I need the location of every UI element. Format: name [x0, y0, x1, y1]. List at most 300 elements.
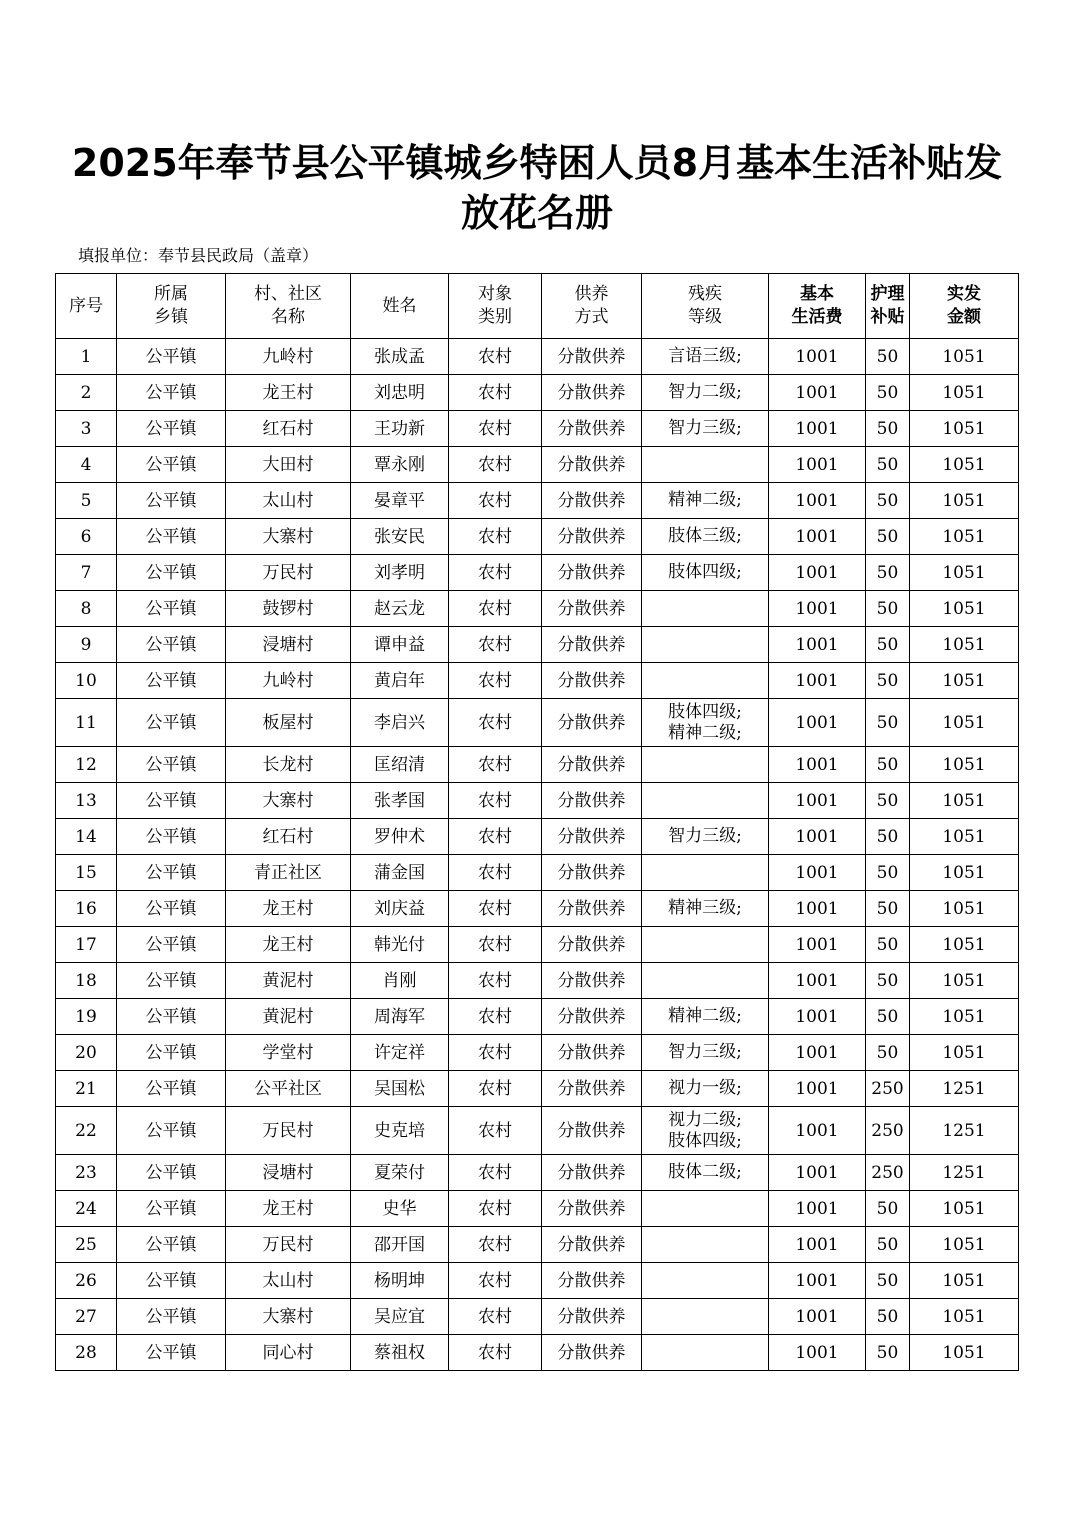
cell-village: 大寨村	[226, 519, 351, 555]
cell-town: 公平镇	[117, 1107, 226, 1155]
table-row	[56, 1155, 1019, 1191]
cell-name: 蔡祖权	[351, 1335, 449, 1371]
cell-disability	[642, 783, 769, 819]
cell-town: 公平镇	[117, 927, 226, 963]
cell-total: 1051	[910, 819, 1019, 855]
cell-care: 50	[866, 375, 910, 411]
disability-level: 肢体四级;	[668, 562, 742, 582]
header-mode: 供养 方式	[542, 274, 642, 339]
cell-no: 3	[56, 411, 117, 447]
cell-mode: 分散供养	[542, 963, 642, 999]
roster-body	[56, 339, 1019, 1371]
cell-village: 浸塘村	[226, 627, 351, 663]
cell-disability	[642, 1071, 769, 1107]
cell-name: 张安民	[351, 519, 449, 555]
disability-level: 肢体三级;	[668, 526, 742, 546]
cell-name: 李启兴	[351, 699, 449, 747]
cell-name: 张孝国	[351, 783, 449, 819]
cell-name: 谭申益	[351, 627, 449, 663]
roster-table	[55, 273, 1019, 1371]
cell-basic: 1001	[769, 1071, 866, 1107]
cell-total: 1051	[910, 447, 1019, 483]
cell-disability	[642, 891, 769, 927]
cell-basic: 1001	[769, 699, 866, 747]
header-name: 姓名	[351, 274, 449, 339]
cell-village: 九岭村	[226, 339, 351, 375]
disability-level: 精神二级;	[668, 1006, 742, 1026]
cell-name: 张成孟	[351, 339, 449, 375]
table-row	[56, 783, 1019, 819]
cell-town: 公平镇	[117, 519, 226, 555]
table-row	[56, 447, 1019, 483]
disability-level: 肢体二级;	[668, 1162, 742, 1182]
cell-disability	[642, 819, 769, 855]
cell-village: 龙王村	[226, 1191, 351, 1227]
cell-town: 公平镇	[117, 819, 226, 855]
disability-level: 智力二级;	[668, 382, 742, 402]
cell-mode: 分散供养	[542, 1299, 642, 1335]
cell-type: 农村	[449, 747, 542, 783]
cell-basic: 1001	[769, 855, 866, 891]
cell-care: 50	[866, 1191, 910, 1227]
cell-disability	[642, 591, 769, 627]
cell-village: 公平社区	[226, 1071, 351, 1107]
cell-mode: 分散供养	[542, 1035, 642, 1071]
cell-town: 公平镇	[117, 663, 226, 699]
cell-no: 5	[56, 483, 117, 519]
cell-village: 太山村	[226, 1263, 351, 1299]
cell-total: 1051	[910, 699, 1019, 747]
cell-total: 1051	[910, 1263, 1019, 1299]
cell-type: 农村	[449, 447, 542, 483]
cell-basic: 1001	[769, 447, 866, 483]
cell-care: 50	[866, 339, 910, 375]
cell-basic: 1001	[769, 999, 866, 1035]
cell-type: 农村	[449, 555, 542, 591]
cell-village: 龙王村	[226, 927, 351, 963]
cell-type: 农村	[449, 519, 542, 555]
cell-care: 50	[866, 447, 910, 483]
cell-mode: 分散供养	[542, 855, 642, 891]
cell-mode: 分散供养	[542, 891, 642, 927]
cell-basic: 1001	[769, 411, 866, 447]
cell-disability	[642, 519, 769, 555]
cell-town: 公平镇	[117, 627, 226, 663]
cell-no: 21	[56, 1071, 117, 1107]
header-care: 护理 补贴	[866, 274, 910, 339]
cell-village: 板屋村	[226, 699, 351, 747]
reporting-unit: 填报单位：奉节县民政局（盖章）	[78, 246, 319, 265]
cell-no: 19	[56, 999, 117, 1035]
cell-no: 15	[56, 855, 117, 891]
cell-no: 4	[56, 447, 117, 483]
cell-care: 50	[866, 555, 910, 591]
cell-basic: 1001	[769, 1299, 866, 1335]
cell-name: 王功新	[351, 411, 449, 447]
cell-basic: 1001	[769, 783, 866, 819]
cell-care: 50	[866, 627, 910, 663]
cell-mode: 分散供养	[542, 1263, 642, 1299]
cell-type: 农村	[449, 1191, 542, 1227]
cell-village: 学堂村	[226, 1035, 351, 1071]
table-row	[56, 1107, 1019, 1155]
table-row	[56, 1071, 1019, 1107]
cell-total: 1251	[910, 1155, 1019, 1191]
cell-name: 吴国松	[351, 1071, 449, 1107]
cell-mode: 分散供养	[542, 375, 642, 411]
cell-mode: 分散供养	[542, 927, 642, 963]
cell-type: 农村	[449, 963, 542, 999]
cell-town: 公平镇	[117, 1071, 226, 1107]
cell-disability	[642, 1155, 769, 1191]
cell-no: 17	[56, 927, 117, 963]
cell-village: 红石村	[226, 411, 351, 447]
cell-disability	[642, 411, 769, 447]
table-row	[56, 699, 1019, 747]
table-row	[56, 1335, 1019, 1371]
cell-mode: 分散供养	[542, 483, 642, 519]
cell-disability	[642, 963, 769, 999]
cell-type: 农村	[449, 339, 542, 375]
cell-disability	[642, 1299, 769, 1335]
cell-type: 农村	[449, 663, 542, 699]
cell-type: 农村	[449, 1035, 542, 1071]
cell-disability	[642, 999, 769, 1035]
cell-disability	[642, 663, 769, 699]
cell-no: 23	[56, 1155, 117, 1191]
cell-total: 1051	[910, 375, 1019, 411]
cell-town: 公平镇	[117, 1299, 226, 1335]
cell-total: 1051	[910, 783, 1019, 819]
cell-town: 公平镇	[117, 411, 226, 447]
cell-disability	[642, 699, 769, 747]
cell-no: 14	[56, 819, 117, 855]
cell-mode: 分散供养	[542, 699, 642, 747]
cell-town: 公平镇	[117, 591, 226, 627]
cell-type: 农村	[449, 1263, 542, 1299]
cell-type: 农村	[449, 1335, 542, 1371]
cell-no: 13	[56, 783, 117, 819]
table-row	[56, 1035, 1019, 1071]
cell-name: 史华	[351, 1191, 449, 1227]
cell-no: 28	[56, 1335, 117, 1371]
cell-basic: 1001	[769, 483, 866, 519]
cell-total: 1251	[910, 1071, 1019, 1107]
disability-level: 精神二级;	[668, 722, 742, 743]
table-row	[56, 519, 1019, 555]
cell-mode: 分散供养	[542, 1071, 642, 1107]
cell-name: 夏荣付	[351, 1155, 449, 1191]
cell-disability	[642, 1335, 769, 1371]
cell-name: 刘庆益	[351, 891, 449, 927]
cell-care: 50	[866, 1263, 910, 1299]
table-row	[56, 483, 1019, 519]
cell-village: 黄泥村	[226, 963, 351, 999]
cell-care: 50	[866, 783, 910, 819]
cell-village: 红石村	[226, 819, 351, 855]
cell-type: 农村	[449, 1299, 542, 1335]
cell-disability	[642, 1107, 769, 1155]
cell-town: 公平镇	[117, 999, 226, 1035]
cell-village: 万民村	[226, 1107, 351, 1155]
disability-level: 智力三级;	[668, 1042, 742, 1062]
cell-no: 6	[56, 519, 117, 555]
cell-village: 九岭村	[226, 663, 351, 699]
cell-total: 1251	[910, 1107, 1019, 1155]
cell-total: 1051	[910, 555, 1019, 591]
table-row	[56, 963, 1019, 999]
cell-mode: 分散供养	[542, 783, 642, 819]
header-village: 村、社区 名称	[226, 274, 351, 339]
cell-name: 肖刚	[351, 963, 449, 999]
cell-type: 农村	[449, 1071, 542, 1107]
cell-basic: 1001	[769, 1227, 866, 1263]
cell-care: 50	[866, 891, 910, 927]
cell-mode: 分散供养	[542, 591, 642, 627]
cell-village: 大寨村	[226, 1299, 351, 1335]
cell-town: 公平镇	[117, 891, 226, 927]
cell-basic: 1001	[769, 519, 866, 555]
disability-level: 智力三级;	[668, 826, 742, 846]
cell-no: 10	[56, 663, 117, 699]
cell-village: 同心村	[226, 1335, 351, 1371]
cell-total: 1051	[910, 1227, 1019, 1263]
disability-level: 精神三级;	[668, 898, 742, 918]
cell-no: 16	[56, 891, 117, 927]
cell-care: 50	[866, 747, 910, 783]
cell-care: 50	[866, 963, 910, 999]
cell-basic: 1001	[769, 819, 866, 855]
cell-town: 公平镇	[117, 1191, 226, 1227]
cell-village: 龙王村	[226, 891, 351, 927]
cell-type: 农村	[449, 1107, 542, 1155]
cell-mode: 分散供养	[542, 663, 642, 699]
cell-village: 万民村	[226, 1227, 351, 1263]
cell-no: 7	[56, 555, 117, 591]
table-row	[56, 927, 1019, 963]
cell-no: 20	[56, 1035, 117, 1071]
cell-name: 韩光付	[351, 927, 449, 963]
cell-basic: 1001	[769, 1335, 866, 1371]
table-row	[56, 1227, 1019, 1263]
cell-mode: 分散供养	[542, 1227, 642, 1263]
cell-name: 史克培	[351, 1107, 449, 1155]
cell-no: 24	[56, 1191, 117, 1227]
cell-village: 黄泥村	[226, 999, 351, 1035]
cell-disability	[642, 1035, 769, 1071]
cell-total: 1051	[910, 963, 1019, 999]
cell-type: 农村	[449, 483, 542, 519]
table-row	[56, 1299, 1019, 1335]
cell-basic: 1001	[769, 1191, 866, 1227]
cell-care: 50	[866, 663, 910, 699]
cell-name: 杨明坤	[351, 1263, 449, 1299]
cell-disability	[642, 1227, 769, 1263]
table-row	[56, 663, 1019, 699]
cell-type: 农村	[449, 699, 542, 747]
cell-name: 蒲金国	[351, 855, 449, 891]
cell-total: 1051	[910, 891, 1019, 927]
cell-type: 农村	[449, 999, 542, 1035]
cell-name: 刘孝明	[351, 555, 449, 591]
cell-basic: 1001	[769, 1035, 866, 1071]
cell-village: 太山村	[226, 483, 351, 519]
cell-no: 25	[56, 1227, 117, 1263]
cell-type: 农村	[449, 1227, 542, 1263]
cell-basic: 1001	[769, 963, 866, 999]
cell-no: 22	[56, 1107, 117, 1155]
cell-town: 公平镇	[117, 1227, 226, 1263]
header-type: 对象 类别	[449, 274, 542, 339]
cell-town: 公平镇	[117, 447, 226, 483]
cell-basic: 1001	[769, 375, 866, 411]
cell-town: 公平镇	[117, 1035, 226, 1071]
table-row	[56, 627, 1019, 663]
cell-mode: 分散供养	[542, 339, 642, 375]
cell-mode: 分散供养	[542, 1191, 642, 1227]
cell-type: 农村	[449, 891, 542, 927]
cell-total: 1051	[910, 1335, 1019, 1371]
cell-town: 公平镇	[117, 375, 226, 411]
disability-level: 肢体四级;	[668, 701, 742, 722]
table-row	[56, 891, 1019, 927]
disability-level: 视力二级;	[668, 1109, 742, 1130]
cell-no: 26	[56, 1263, 117, 1299]
cell-name: 罗仲术	[351, 819, 449, 855]
cell-care: 50	[866, 819, 910, 855]
cell-no: 9	[56, 627, 117, 663]
table-row	[56, 375, 1019, 411]
cell-mode: 分散供养	[542, 1155, 642, 1191]
cell-name: 邵开国	[351, 1227, 449, 1263]
cell-care: 250	[866, 1071, 910, 1107]
cell-basic: 1001	[769, 1107, 866, 1155]
cell-no: 2	[56, 375, 117, 411]
disability-level: 言语三级;	[668, 346, 742, 366]
cell-village: 万民村	[226, 555, 351, 591]
cell-town: 公平镇	[117, 1155, 226, 1191]
cell-total: 1051	[910, 627, 1019, 663]
table-row	[56, 819, 1019, 855]
cell-basic: 1001	[769, 1155, 866, 1191]
cell-no: 1	[56, 339, 117, 375]
cell-total: 1051	[910, 1191, 1019, 1227]
header-no: 序号	[56, 274, 117, 339]
cell-town: 公平镇	[117, 963, 226, 999]
disability-level: 智力三级;	[668, 418, 742, 438]
cell-care: 50	[866, 999, 910, 1035]
cell-town: 公平镇	[117, 555, 226, 591]
cell-total: 1051	[910, 747, 1019, 783]
cell-name: 许定祥	[351, 1035, 449, 1071]
cell-disability	[642, 1263, 769, 1299]
cell-town: 公平镇	[117, 1335, 226, 1371]
cell-village: 鼓锣村	[226, 591, 351, 627]
cell-care: 50	[866, 411, 910, 447]
cell-total: 1051	[910, 927, 1019, 963]
cell-care: 50	[866, 1335, 910, 1371]
header-disability: 残疾 等级	[642, 274, 769, 339]
cell-no: 12	[56, 747, 117, 783]
title-line-1: 2025年奉节县公平镇城乡特困人员8月基本生活补贴发	[71, 141, 1003, 185]
cell-name: 晏章平	[351, 483, 449, 519]
cell-care: 250	[866, 1107, 910, 1155]
cell-village: 青正社区	[226, 855, 351, 891]
table-row	[56, 747, 1019, 783]
cell-care: 50	[866, 1299, 910, 1335]
cell-name: 周海军	[351, 999, 449, 1035]
header-town: 所属 乡镇	[117, 274, 226, 339]
cell-mode: 分散供养	[542, 555, 642, 591]
cell-total: 1051	[910, 591, 1019, 627]
cell-basic: 1001	[769, 927, 866, 963]
cell-name: 刘忠明	[351, 375, 449, 411]
cell-mode: 分散供养	[542, 1335, 642, 1371]
cell-disability	[642, 447, 769, 483]
cell-basic: 1001	[769, 555, 866, 591]
disability-level: 精神二级;	[668, 490, 742, 510]
cell-total: 1051	[910, 519, 1019, 555]
cell-disability	[642, 1191, 769, 1227]
cell-basic: 1001	[769, 891, 866, 927]
cell-care: 50	[866, 699, 910, 747]
cell-mode: 分散供养	[542, 819, 642, 855]
cell-type: 农村	[449, 927, 542, 963]
cell-name: 匡绍清	[351, 747, 449, 783]
cell-name: 覃永刚	[351, 447, 449, 483]
cell-type: 农村	[449, 411, 542, 447]
cell-care: 50	[866, 1035, 910, 1071]
cell-mode: 分散供养	[542, 411, 642, 447]
table-row	[56, 339, 1019, 375]
disability-level: 肢体四级;	[668, 1130, 742, 1151]
table-row	[56, 1263, 1019, 1299]
cell-no: 8	[56, 591, 117, 627]
cell-basic: 1001	[769, 1263, 866, 1299]
header-total: 实发 金额	[910, 274, 1019, 339]
cell-no: 11	[56, 699, 117, 747]
cell-town: 公平镇	[117, 783, 226, 819]
cell-mode: 分散供养	[542, 447, 642, 483]
cell-type: 农村	[449, 855, 542, 891]
cell-disability	[642, 339, 769, 375]
cell-care: 50	[866, 1227, 910, 1263]
cell-type: 农村	[449, 375, 542, 411]
cell-village: 大寨村	[226, 783, 351, 819]
cell-care: 250	[866, 1155, 910, 1191]
cell-basic: 1001	[769, 339, 866, 375]
cell-type: 农村	[449, 1155, 542, 1191]
cell-name: 赵云龙	[351, 591, 449, 627]
cell-town: 公平镇	[117, 1263, 226, 1299]
cell-type: 农村	[449, 783, 542, 819]
title-line-2: 放花名册	[460, 191, 613, 235]
cell-town: 公平镇	[117, 747, 226, 783]
cell-town: 公平镇	[117, 699, 226, 747]
cell-basic: 1001	[769, 591, 866, 627]
table-row	[56, 591, 1019, 627]
cell-disability	[642, 627, 769, 663]
cell-total: 1051	[910, 999, 1019, 1035]
cell-disability	[642, 855, 769, 891]
cell-town: 公平镇	[117, 339, 226, 375]
cell-name: 吴应宜	[351, 1299, 449, 1335]
table-row	[56, 1191, 1019, 1227]
cell-disability	[642, 483, 769, 519]
cell-name: 黄启年	[351, 663, 449, 699]
cell-village: 浸塘村	[226, 1155, 351, 1191]
cell-care: 50	[866, 855, 910, 891]
